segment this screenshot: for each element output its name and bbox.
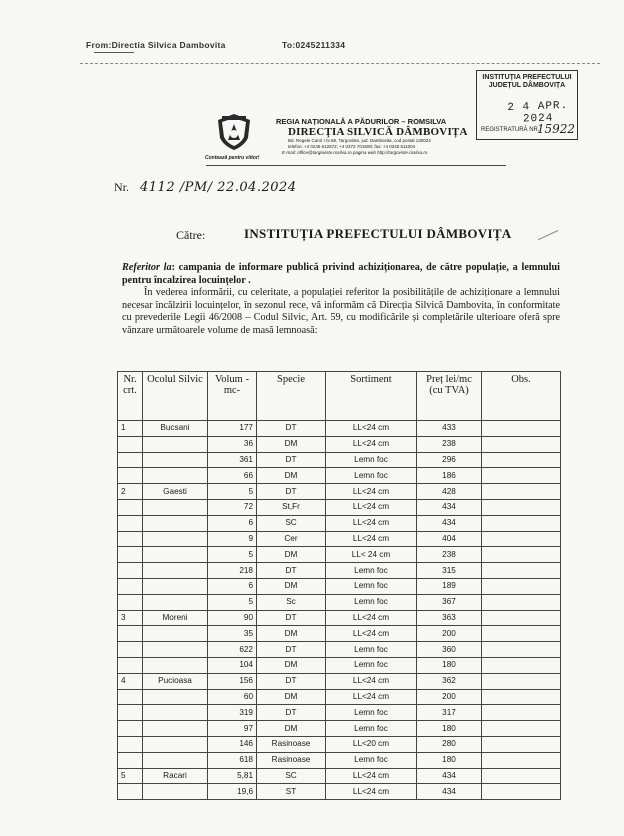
cell-obs xyxy=(482,752,561,768)
fax-from: From:Directia Silvica Dambovita xyxy=(86,40,226,50)
cell-sort: Lemn foc xyxy=(326,721,417,737)
cell-spec: DT xyxy=(257,610,326,626)
cell-nr: 3 xyxy=(118,610,143,626)
body-paragraph: În vederea informării, cu celeritate, a populației referitor la posibilitățile de achiziționare a lemnului necesar încălzirii locuințelor, în sezonul rece, vă informăm că Direcția Silvică Dambovita, în conformitate cu prevederile Legii 46/2008 – Codul Silvic, Art. 59, cu modificările și completările ulterioare oferă spre vânzare următoarele volume de masă lemnoasă: xyxy=(122,287,560,336)
cell-sort: LL<24 cm xyxy=(326,689,417,705)
cell-obs xyxy=(482,563,561,579)
table-row xyxy=(118,468,561,484)
cell-pret: 200 xyxy=(417,626,482,642)
cell-sort: Lemn foc xyxy=(326,657,417,673)
cell-pret: 434 xyxy=(417,784,482,800)
cell-sort: LL<24 cm xyxy=(326,515,417,531)
cell-sort: Lemn foc xyxy=(326,752,417,768)
cell-spec: DM xyxy=(257,657,326,673)
cell-obs xyxy=(482,484,561,500)
cell-pret: 362 xyxy=(417,673,482,689)
stamp-title: INSTITUȚIA PREFECTULUI JUDEȚUL DÂMBOVIȚA xyxy=(482,74,572,89)
header-pret: Preț lei/mc (cu TVA) xyxy=(417,372,482,421)
cell-pret: 434 xyxy=(417,515,482,531)
cell-sort: LL<24 cm xyxy=(326,436,417,452)
cell-sort: LL<24 cm xyxy=(326,421,417,437)
cell-nr xyxy=(118,436,143,452)
cell-nr: 2 xyxy=(118,484,143,500)
cell-spec: DT xyxy=(257,421,326,437)
cell-pret: 367 xyxy=(417,594,482,610)
cell-vol: 319 xyxy=(208,705,257,721)
cell-sort: LL<24 cm xyxy=(326,531,417,547)
cell-ocol xyxy=(143,642,208,658)
table-row xyxy=(118,421,561,437)
cell-pret: 180 xyxy=(417,752,482,768)
table-row xyxy=(118,752,561,768)
cell-obs xyxy=(482,610,561,626)
cell-vol: 618 xyxy=(208,752,257,768)
nr-value: 4112 /PM/ 22.04.2024 xyxy=(140,180,297,195)
cell-spec: DT xyxy=(257,642,326,658)
cell-pret: 238 xyxy=(417,547,482,563)
table-row xyxy=(118,705,561,721)
cell-nr xyxy=(118,594,143,610)
cell-vol: 35 xyxy=(208,626,257,642)
recipient-label: Către: xyxy=(176,228,206,242)
cell-nr xyxy=(118,563,143,579)
cell-vol: 9 xyxy=(208,531,257,547)
cell-spec: Sc xyxy=(257,594,326,610)
cell-pret: 238 xyxy=(417,436,482,452)
table-row xyxy=(118,673,561,689)
table-row xyxy=(118,689,561,705)
letterhead-line1: REGIA NAȚIONALĂ A PĂDURILOR – ROMSILVA xyxy=(276,117,447,126)
letter-body xyxy=(122,262,560,338)
cell-ocol xyxy=(143,499,208,515)
logo-caption: Contează pentru viitor! xyxy=(205,155,260,161)
cell-ocol: Moreni xyxy=(143,610,208,626)
cell-sort: Lemn foc xyxy=(326,563,417,579)
cell-spec: DM xyxy=(257,721,326,737)
cell-spec: St,Fr xyxy=(257,499,326,515)
cell-obs xyxy=(482,421,561,437)
cell-sort: Lemn foc xyxy=(326,642,417,658)
table-row xyxy=(118,610,561,626)
cell-spec: DM xyxy=(257,578,326,594)
romsilva-logo-icon xyxy=(214,112,254,152)
cell-nr xyxy=(118,705,143,721)
cell-obs xyxy=(482,721,561,737)
table-row xyxy=(118,784,561,800)
cell-spec: DT xyxy=(257,452,326,468)
table-row xyxy=(118,563,561,579)
cell-pret: 433 xyxy=(417,421,482,437)
cell-nr xyxy=(118,689,143,705)
cell-pret: 180 xyxy=(417,721,482,737)
cell-obs xyxy=(482,673,561,689)
cell-obs xyxy=(482,768,561,784)
scribble-mark xyxy=(94,52,134,55)
header-nr: Nr. crt. xyxy=(118,372,143,421)
cell-nr xyxy=(118,468,143,484)
cell-obs xyxy=(482,626,561,642)
cell-ocol xyxy=(143,515,208,531)
cell-spec: DM xyxy=(257,689,326,705)
cell-obs xyxy=(482,594,561,610)
cell-spec: SC xyxy=(257,515,326,531)
cell-sort: Lemn foc xyxy=(326,452,417,468)
cell-sort: LL<24 cm xyxy=(326,673,417,689)
cell-vol: 104 xyxy=(208,657,257,673)
cell-pret: 189 xyxy=(417,578,482,594)
cell-ocol xyxy=(143,705,208,721)
cell-obs xyxy=(482,784,561,800)
cell-obs xyxy=(482,436,561,452)
cell-vol: 5 xyxy=(208,594,257,610)
cell-vol: 156 xyxy=(208,673,257,689)
cell-spec: DM xyxy=(257,436,326,452)
cell-vol: 177 xyxy=(208,421,257,437)
cell-ocol xyxy=(143,594,208,610)
cell-vol: 72 xyxy=(208,499,257,515)
header-specie: Specie xyxy=(257,372,326,421)
cell-obs xyxy=(482,657,561,673)
header-obs: Obs. xyxy=(482,372,561,421)
cell-ocol xyxy=(143,736,208,752)
cell-sort: LL<24 cm xyxy=(326,610,417,626)
cell-ocol xyxy=(143,563,208,579)
cell-nr xyxy=(118,515,143,531)
cell-nr xyxy=(118,452,143,468)
letterhead xyxy=(272,117,472,156)
cell-nr xyxy=(118,531,143,547)
cell-pret: 434 xyxy=(417,499,482,515)
cell-ocol xyxy=(143,578,208,594)
table-row xyxy=(118,642,561,658)
table-row xyxy=(118,499,561,515)
cell-spec: ST xyxy=(257,784,326,800)
cell-ocol: Bucsani xyxy=(143,421,208,437)
recipient-name: INSTITUȚIA PREFECTULUI DÂMBOVIȚA xyxy=(244,226,512,241)
cell-ocol xyxy=(143,752,208,768)
cell-sort: LL<20 cm xyxy=(326,736,417,752)
cell-pret: 404 xyxy=(417,531,482,547)
letterhead-line2: DIRECȚIA SILVICĂ DÂMBOVIȚA xyxy=(288,126,468,138)
cell-pret: 434 xyxy=(417,768,482,784)
cell-pret: 200 xyxy=(417,689,482,705)
table-row xyxy=(118,531,561,547)
cell-spec: DT xyxy=(257,705,326,721)
cell-pret: 363 xyxy=(417,610,482,626)
cell-obs xyxy=(482,578,561,594)
nr-label: Nr. xyxy=(114,180,129,194)
table-row xyxy=(118,736,561,752)
cell-sort: LL<24 cm xyxy=(326,626,417,642)
cell-vol: 361 xyxy=(208,452,257,468)
cell-obs xyxy=(482,515,561,531)
cell-pret: 317 xyxy=(417,705,482,721)
cell-sort: LL<24 cm xyxy=(326,484,417,500)
cell-ocol xyxy=(143,657,208,673)
cell-spec: DT xyxy=(257,563,326,579)
cell-ocol xyxy=(143,784,208,800)
cell-obs xyxy=(482,705,561,721)
cell-pret: 186 xyxy=(417,468,482,484)
cell-spec: DM xyxy=(257,468,326,484)
cell-nr xyxy=(118,547,143,563)
table-row xyxy=(118,657,561,673)
cell-nr xyxy=(118,578,143,594)
cell-vol: 97 xyxy=(208,721,257,737)
header-ocol: Ocolul Silvic xyxy=(143,372,208,421)
registration-stamp xyxy=(476,70,578,140)
cell-vol: 19,6 xyxy=(208,784,257,800)
cell-spec: DT xyxy=(257,673,326,689)
cell-sort: Lemn foc xyxy=(326,578,417,594)
cell-nr: 1 xyxy=(118,421,143,437)
table-row xyxy=(118,547,561,563)
cell-vol: 60 xyxy=(208,689,257,705)
cell-ocol xyxy=(143,452,208,468)
cell-ocol: Gaesti xyxy=(143,484,208,500)
cell-pret: 280 xyxy=(417,736,482,752)
cell-pret: 315 xyxy=(417,563,482,579)
cell-obs xyxy=(482,468,561,484)
cell-vol: 90 xyxy=(208,610,257,626)
cell-vol: 622 xyxy=(208,642,257,658)
pen-mark xyxy=(538,230,564,253)
cell-sort: Lemn foc xyxy=(326,705,417,721)
cell-ocol xyxy=(143,547,208,563)
cell-spec: Rasinoase xyxy=(257,736,326,752)
cell-vol: 5,81 xyxy=(208,768,257,784)
cell-ocol xyxy=(143,689,208,705)
cell-vol: 6 xyxy=(208,578,257,594)
cell-obs xyxy=(482,689,561,705)
cell-sort: Lemn foc xyxy=(326,468,417,484)
cell-vol: 36 xyxy=(208,436,257,452)
cell-pret: 180 xyxy=(417,657,482,673)
document-number xyxy=(114,180,297,195)
table-row xyxy=(118,515,561,531)
cell-nr xyxy=(118,657,143,673)
cell-ocol: Pucioasa xyxy=(143,673,208,689)
cell-obs xyxy=(482,736,561,752)
cell-pret: 360 xyxy=(417,642,482,658)
cell-sort: LL<24 cm xyxy=(326,499,417,515)
cell-vol: 6 xyxy=(208,515,257,531)
cell-sort: LL<24 cm xyxy=(326,784,417,800)
cell-ocol xyxy=(143,721,208,737)
cell-sort: LL<24 cm xyxy=(326,768,417,784)
cell-nr: 5 xyxy=(118,768,143,784)
table-body xyxy=(118,421,561,800)
fax-to: To:0245211334 xyxy=(282,40,346,50)
stamp-reg-label: REGISTRATURĂ NR. xyxy=(481,127,540,133)
cell-spec: SC xyxy=(257,768,326,784)
cell-ocol: Racari xyxy=(143,768,208,784)
stamp-reg-number: 15922 xyxy=(536,122,575,136)
table-row xyxy=(118,484,561,500)
fax-header xyxy=(86,40,386,50)
cell-obs xyxy=(482,452,561,468)
cell-vol: 66 xyxy=(208,468,257,484)
cell-nr xyxy=(118,721,143,737)
ref-text: : campania de informare publică privind achiziționarea, de către populație, a lemnului pentru încalzirea locuințelor . xyxy=(122,262,560,286)
cell-spec: Cer xyxy=(257,531,326,547)
header-sortiment: Sortiment xyxy=(326,372,417,421)
letterhead-email: E-mail: office@targoviste.rosilva.ro pagina web http://targoviste.rosilva.ro xyxy=(282,150,428,155)
fax-divider xyxy=(80,63,600,64)
cell-vol: 218 xyxy=(208,563,257,579)
table-row xyxy=(118,594,561,610)
table-row xyxy=(118,452,561,468)
cell-sort: LL< 24 cm xyxy=(326,547,417,563)
stamp-date: 2 4 APR. 2024 xyxy=(507,99,569,126)
cell-nr xyxy=(118,626,143,642)
cell-vol: 146 xyxy=(208,736,257,752)
table-row xyxy=(118,626,561,642)
table-row xyxy=(118,578,561,594)
cell-spec: DM xyxy=(257,547,326,563)
cell-obs xyxy=(482,499,561,515)
cell-nr xyxy=(118,752,143,768)
cell-pret: 296 xyxy=(417,452,482,468)
table-row xyxy=(118,436,561,452)
cell-nr: 4 xyxy=(118,673,143,689)
cell-spec: DT xyxy=(257,484,326,500)
cell-pret: 428 xyxy=(417,484,482,500)
letterhead-divider xyxy=(206,165,506,166)
cell-nr xyxy=(118,736,143,752)
table-row xyxy=(118,721,561,737)
cell-obs xyxy=(482,531,561,547)
cell-nr xyxy=(118,642,143,658)
cell-obs xyxy=(482,642,561,658)
table-header-row xyxy=(118,372,561,421)
letterhead-address: Bd. Regele Carol I nr.68, Targoviste, jud. Dambovita, cod postal 130024 xyxy=(288,138,431,143)
cell-spec: DM xyxy=(257,626,326,642)
cell-ocol xyxy=(143,436,208,452)
cell-vol: 5 xyxy=(208,547,257,563)
cell-nr xyxy=(118,499,143,515)
cell-ocol xyxy=(143,626,208,642)
cell-spec: Rasinoase xyxy=(257,752,326,768)
cell-nr xyxy=(118,784,143,800)
cell-sort: Lemn foc xyxy=(326,594,417,610)
table-row xyxy=(118,768,561,784)
cell-ocol xyxy=(143,468,208,484)
cell-vol: 5 xyxy=(208,484,257,500)
ref-label: Referitor la xyxy=(122,262,172,273)
cell-obs xyxy=(482,547,561,563)
wood-volume-table xyxy=(117,371,561,800)
cell-ocol xyxy=(143,531,208,547)
letterhead-phone: telefon: +4 0245 612672; +4 0372 701608; fax: +4 0245 611004 xyxy=(288,144,416,149)
header-volum: Volum -mc- xyxy=(208,372,257,421)
